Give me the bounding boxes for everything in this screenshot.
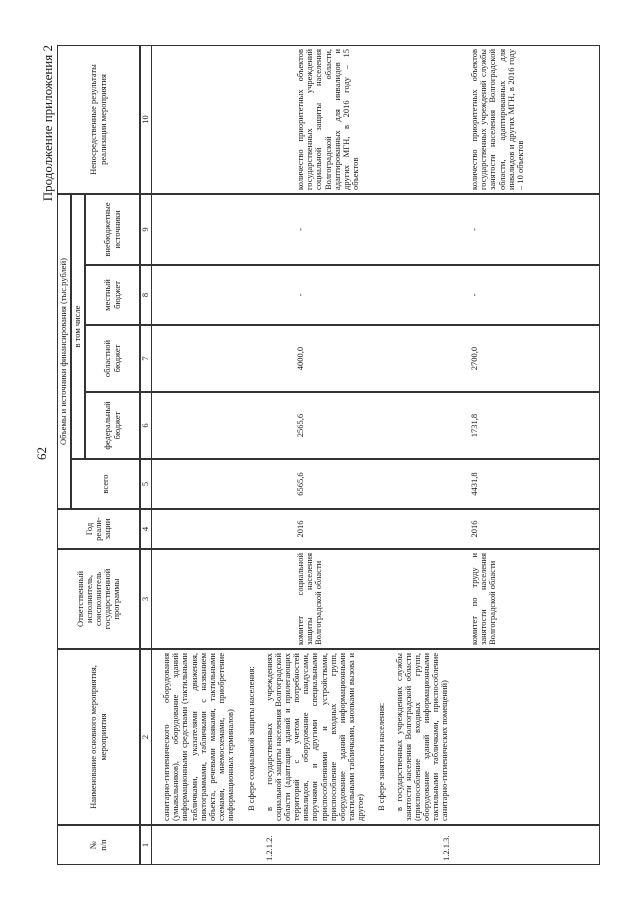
row-local: - <box>469 293 479 297</box>
header-results: Непосредственные результаты реализации мероприятия <box>57 45 140 194</box>
row-year: 2016 <box>469 520 479 538</box>
row-executor: комитет социальной защиты населения Волгоградской области <box>295 553 324 645</box>
header-federal: федеральный бюджет <box>85 392 140 459</box>
rotated-page <box>34 45 600 865</box>
row-federal: 2565,6 <box>295 413 305 438</box>
program-table <box>57 45 600 865</box>
continuation-title: Продолжение приложения 2 <box>40 45 55 202</box>
header-local: местный бюджет <box>85 265 140 325</box>
header-name: Наименование основного мероприятия, мероприятия <box>57 649 140 825</box>
col-total-body <box>152 459 600 509</box>
col-results-body <box>152 45 600 194</box>
col-number: 5 <box>140 459 152 509</box>
col-offbudget-body <box>152 194 600 265</box>
col-name-body <box>152 649 600 825</box>
row-executor: комитет по труду и занятости населения Волгоградской области <box>469 553 498 645</box>
col-no-body <box>152 825 600 865</box>
col-year-body <box>152 509 600 549</box>
row-regional: 2700,0 <box>469 346 479 371</box>
row-number: 1.2.1.2. <box>264 835 274 861</box>
row-federal: 1731,8 <box>469 413 479 438</box>
row-local: - <box>295 293 305 297</box>
row-result: количество приоритетных объектов государственных учреждений службы занятости населения Волгоградской области, адаптированных для инвалидов и других МГН, в 2016 году – 10 объектов <box>469 49 525 190</box>
row-total: 4431,8 <box>469 472 479 496</box>
col-number: 10 <box>140 45 152 194</box>
col-number: 3 <box>140 549 152 649</box>
col-executor-body <box>152 549 600 649</box>
header-executor: Ответственный исполнитель, соисполнитель государственной программы <box>57 549 140 649</box>
row-result: количество приоритетных объектов государственных учреждений социальной защиты населения Волгоградской области, адаптированных для инвалидов и других МГН, в 2016 году – 15 объектов <box>295 49 361 190</box>
header-incl: в том числе <box>71 194 85 459</box>
row-name: в государственных учреждениях социальной защиты населения Волгоградской области (адаптация зданий и прилегающих территорий с учетом потребностей инвалидов, оборудование пандусами, поручнями и другими специальными приспособлениями и устройствами, приспособление входных групп, оборудование зданий информационными тактильными табличками, кнопками вызова и другое) <box>263 653 366 821</box>
row-name: В сфере социальной защиты населения: <box>246 666 257 811</box>
header-year: Год реали-зации <box>57 509 140 549</box>
header-offbudget: внебюджетные источники <box>85 194 140 265</box>
col-number: 2 <box>140 649 152 825</box>
row-offbudget: - <box>295 228 305 231</box>
row-name: в государственных учреждениях службы занятости населения Волгоградской области (приспособление входных групп, оборудование зданий информационными тактильными табличками, приспособление санитарно-гигиенических помещений) <box>393 653 450 821</box>
col-federal-body <box>152 392 600 459</box>
row-year: 2016 <box>295 520 305 538</box>
col-number: 4 <box>140 509 152 549</box>
header-funding-group: Объемы и источники финансирования (тыс.рублей) <box>57 194 71 509</box>
col-number: 9 <box>140 194 152 265</box>
header-no: № п/п <box>57 825 140 865</box>
page-number: 62 <box>34 447 49 460</box>
col-number: 8 <box>140 265 152 325</box>
row-offbudget: - <box>469 228 479 231</box>
col-number: 6 <box>140 392 152 459</box>
col-regional-body <box>152 325 600 392</box>
row-name: санитарно-гигиенического оборудования (умывальников), оборудование зданий информационными средствами (тактильными табличками, указателями движения, пиктограммами, табличками с названием объекта, речевыми маяками, тактильными схемами, мнемосхемами, приобретение информационных терминалов) <box>161 653 236 821</box>
row-name: В сфере занятости населения: <box>376 702 387 811</box>
row-number: 1.2.1.3. <box>441 835 451 861</box>
row-total: 6565,6 <box>295 472 305 496</box>
col-number: 7 <box>140 325 152 392</box>
row-regional: 4000,0 <box>295 346 305 371</box>
col-local-body <box>152 265 600 325</box>
header-total: всего <box>71 459 140 509</box>
header-regional: областной бюджет <box>85 325 140 392</box>
col-number: 1 <box>140 825 152 865</box>
